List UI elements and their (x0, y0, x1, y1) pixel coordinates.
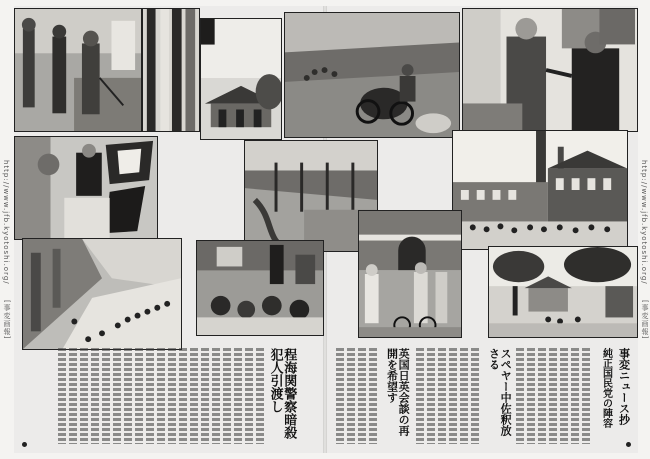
right-margin-url: http://www.jfb.kyotoshi.org/ (640, 160, 648, 285)
right-subheadline: 純正国民党の陣容 (600, 348, 612, 428)
photo-office-interior (196, 240, 324, 336)
right-margin-label: [事変画報] (641, 300, 649, 340)
left-headline: 程海関警察暗殺犯人引渡し (267, 348, 297, 439)
photo-officials-handshake (462, 8, 638, 132)
photo-crowd-corridor (22, 238, 182, 350)
photo-soldiers-ceremony (14, 8, 142, 132)
photo-speaker-with-flags (14, 136, 158, 240)
left-margin-label: [事変画報] (3, 300, 11, 340)
right-main-headline: 事変ニュース抄 (617, 348, 631, 425)
left-page-number-dot (22, 442, 27, 447)
photo-street-tree (488, 246, 638, 338)
right-article1-text (416, 348, 486, 444)
right-article1-headline: スペヤー中佐釈放さる (487, 348, 513, 436)
left-article-text (58, 348, 266, 444)
right-page-number-dot (626, 442, 631, 447)
photo-factory-crowd (452, 130, 628, 250)
left-margin-url: http://www.jfb.kyotoshi.org/ (2, 160, 10, 285)
photo-temple-building (200, 18, 282, 140)
photo-soldiers-gate (358, 210, 462, 338)
right-article2-text (336, 348, 384, 444)
right-article2-headline: 英国日英会談の再開を希望す (385, 348, 411, 436)
photo-motorcycle-field (284, 12, 460, 138)
right-news-text (516, 348, 596, 444)
photo-striped-flag (142, 8, 200, 132)
